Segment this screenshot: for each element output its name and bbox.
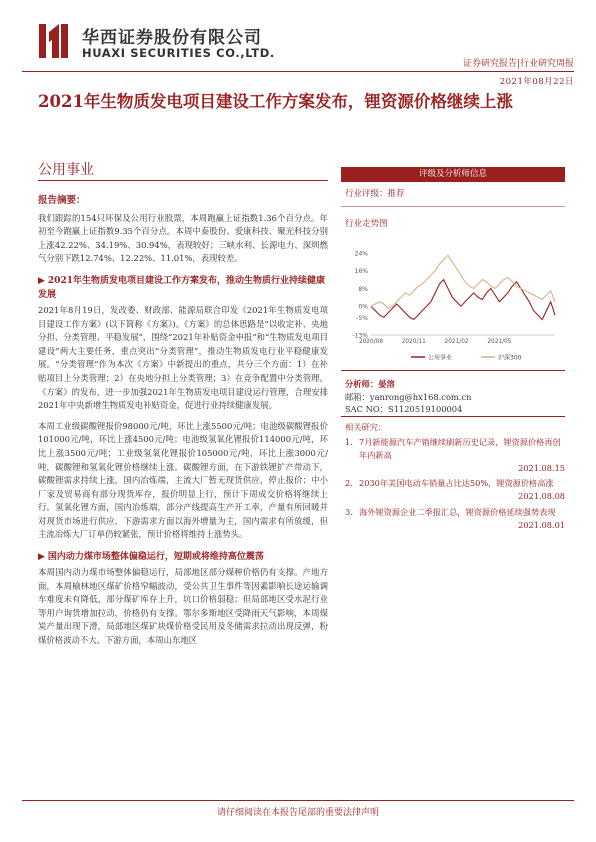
related-date: 2021.08.08: [518, 491, 565, 502]
huaxi-logo-icon: [37, 22, 69, 60]
industry-trend-chart: [341, 247, 565, 365]
y-tick-label: 0%: [358, 303, 368, 311]
x-tick-label: 2020/11: [401, 339, 426, 345]
report-title: 2021年生物质发电项目建设工作方案发布，锂资源价格继续上涨: [38, 92, 513, 111]
related-date: 2021.08.01: [518, 520, 565, 531]
triangle-bullet-icon: ▶: [38, 275, 45, 286]
footer-divider: [22, 800, 574, 801]
y-tick-label: -5%: [356, 314, 368, 322]
report-date: 2021年08月22日: [499, 77, 574, 87]
x-tick-label: 2021/02: [444, 339, 469, 345]
related-item[interactable]: 2. 2030年美国电动车销量占比达50%，锂资源价格高涨 2021.08.08: [345, 478, 565, 502]
industry-divider: [38, 180, 328, 181]
summary-heading: 报告摘要：: [38, 195, 86, 206]
company-name-cn: 华西证券股份有限公司: [82, 28, 262, 48]
industry-rating: 行业评级：推荐: [341, 182, 565, 207]
related-item[interactable]: 3. 海外锂资源企业二季报汇总，锂资源价格延续强势表现 2021.08.01: [345, 506, 565, 531]
rating-value: 推荐: [387, 189, 405, 199]
analyst-info: 分析师：晏溶 邮箱：yanrong@hx168.com.cn SAC NO：S1120519100004: [345, 379, 472, 415]
analyst-sac: S1120519100004: [388, 404, 463, 415]
triangle-bullet-icon: ▶: [38, 552, 45, 563]
y-tick-label: -13%: [352, 332, 368, 340]
report-type: 证券研究报告|行业研究周报: [462, 59, 574, 69]
legend-label: 沪深300: [498, 354, 522, 362]
y-tick-label: 8%: [358, 285, 368, 293]
y-tick-label: 16%: [354, 268, 368, 276]
x-tick-label: 2020/08: [358, 339, 384, 345]
summary-intro: 我们跟踪的154只环保及公用行业股票，本周跑赢上证指数1.36个百分点。年初至今跑赢上证指数9.35个百分点。本周中泰股份、爱康科技、聚光科技分别上涨42.22%、34.19%、30.94%，表现较好；三峡水利、长源电力、深圳燃气分别下跌12.74%、12.22%、11.01%，表现较差。: [38, 212, 328, 264]
rating-analyst-box: [341, 167, 565, 229]
sidebar-divider: [341, 416, 565, 417]
section-2-paragraph-1: 本周国内动力煤市场整体偏稳运行，局部地区部分煤种价格仍有支撑。产地方面，本周榆林地区煤矿价格窄幅波动，受公共卫生事件等因素影响长途运输调车难度未有降低，部分煤矿库存上升，坑口价格弱稳；但局部地区受水泥行业等用户询货增加拉动，价格仍有支撑。鄂尔多斯地区受降雨天气影响，本周煤炭产量出现下滑，局部地区煤矿块煤价格受民用及冬储需求拉动出现反弹，粉煤价格波动不大。下游方面，本周山东地区: [38, 567, 328, 646]
related-research: [345, 421, 565, 531]
x-tick-label: 2021/05: [487, 339, 512, 345]
analyst-name: 晏溶: [378, 379, 395, 389]
legal-notice: 请仔细阅读在本报告尾部的重要法律声明: [216, 808, 379, 818]
related-item[interactable]: 1. 7月新能源汽车产销继续刷新历史记录，锂资源价格再创年内新高 2021.08.15: [345, 437, 565, 473]
trend-chart-label: 行业走势图: [345, 219, 388, 229]
header-divider: [22, 71, 574, 72]
industry-name: 公用事业: [38, 162, 94, 178]
legend-label: 公用事业: [428, 354, 453, 362]
rating-box-title: 评级及分析师信息: [341, 167, 565, 182]
related-date: 2021.08.15: [518, 462, 565, 473]
section-1-paragraph-2: 本周工业级碳酸锂报价98000元/吨，环比上涨5500元/吨；电池级碳酸锂报价101000元/吨，环比上涨4500元/吨；电池级氢氧化锂报价114000元/吨，环比上涨3500元/吨；工业级氢氧化锂报价105000元/吨，环比上涨3000元/吨，碳酸锂和氢氧化锂价格继续上涨。碳酸锂方面，在下游铁锂扩产带动下，碳酸锂需求持续上涨，国内冶炼端，主流大厂暂无现货供应，停止报价；中小厂家及贸易商有部分现货库存，报价明显上行，预计下周成交价格将继续上行。氢氧化锂方面，国内冶炼端，部分产线提高生产开工率，产量有所回暖并对现货市场进行供应，下游需求方面以海外增量为主，国内需求有所放缓，但主流冶炼大厂订单仍较紧张，预计价格将维持上涨势头。: [38, 420, 328, 540]
report-body: [38, 186, 328, 648]
section-1-heading: ▶ 2021年生物质发电项目建设工作方案发布，推动生物质行业持续健康发展: [38, 275, 325, 300]
company-name-en: HUAXI SECURITIES CO.,LTD.: [82, 46, 275, 60]
analyst-email: yanrong@hx168.com.cn: [369, 391, 472, 402]
y-tick-label: 24%: [354, 250, 368, 258]
section-2-heading: ▶ 国内动力煤市场整体偏稳运行，短期或将维持高位震荡: [38, 552, 264, 563]
related-research-title: 相关研究：: [345, 422, 386, 432]
section-1-paragraph-1: 2021年8月19日，发改委、财政部、能源局联合印发《2021年生物质发电项目建设工作方案》(以下简称《方案》)。《方案》的总体思路是“以收定补、央地分担、分类管理、平稳发展”，围绕“2021年补贴资金申报”和“生物质发电项目建设”两大主要任务，重点突出“分类管理”，推动生物质发电行业平稳健康发展。“分类管理”作为本次《方案》中新提出的重点，共分三个方面：1）在补贴项目上分类管理；2）在央地分担上分类管理；3）在竞争配置中分类管理。《方案》的发布，进一步加强2021年生物质发电项目建设运行管理，合理安排2021年中央新增生物质发电补贴资金，促进行业持续健康发展。: [38, 304, 328, 411]
series-line-2: [371, 255, 555, 308]
sidebar-divider: [341, 370, 565, 371]
